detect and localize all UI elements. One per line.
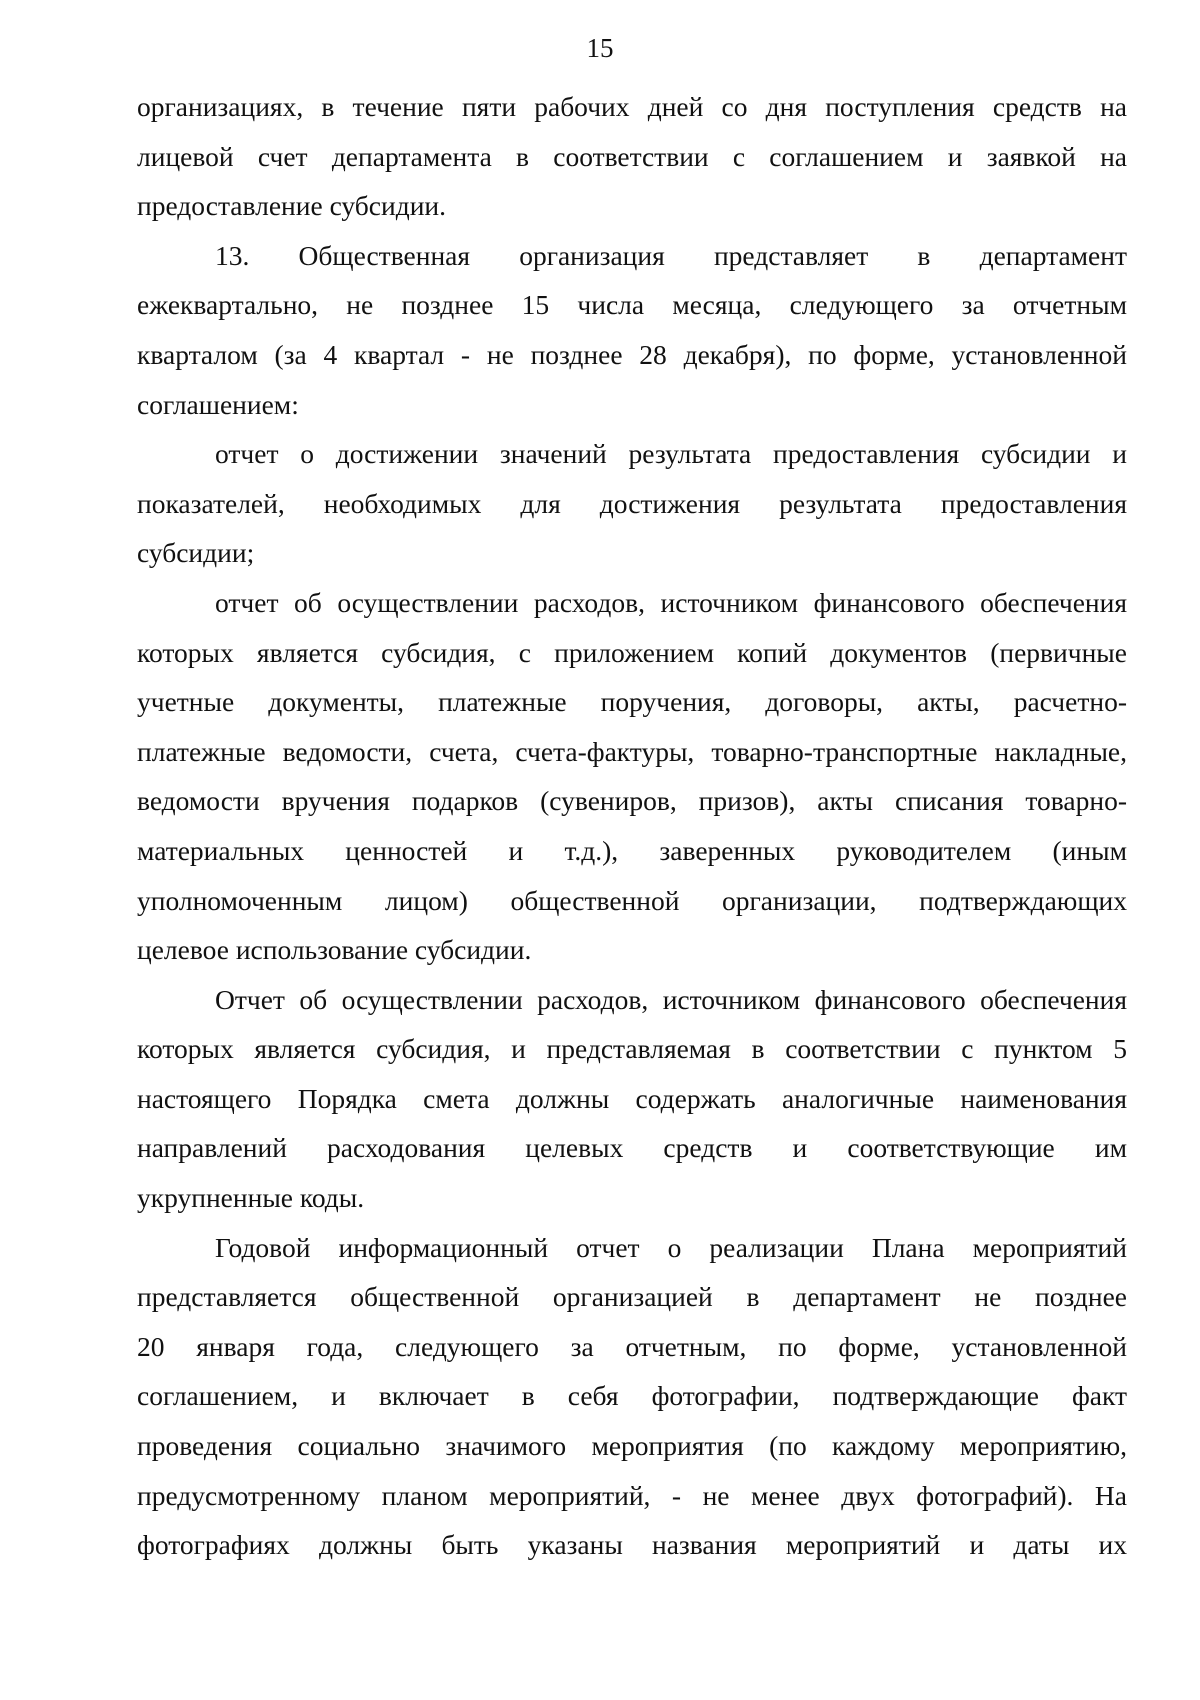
text-line: кварталом (за 4 квартал - не позднее 28 декабря), по форме, установленной [137, 338, 1127, 370]
paragraph-2 [137, 231, 1127, 429]
text-line: которых является субсидия, и представляемая в соответствии с пунктом 5 [137, 1033, 1127, 1065]
document-body [137, 82, 1127, 1570]
text-line: 13. Общественная организация представляет в департамент [215, 239, 1127, 271]
paragraph-1 [137, 82, 1127, 231]
text-line: отчет о достижении значений результата предоставления субсидии и [215, 438, 1127, 470]
text-line: ведомости вручения подарков (сувениров, призов), акты списания товарно- [137, 785, 1127, 817]
text-line: направлений расходования целевых средств и соответствующие им [137, 1132, 1127, 1164]
text-line: отчет об осуществлении расходов, источником финансового обеспечения [215, 586, 1127, 618]
page-number: 15 [586, 33, 614, 63]
paragraph-3 [137, 429, 1127, 578]
text-line: соглашением, и включает в себя фотографии, подтверждающие факт [137, 1380, 1127, 1412]
text-line: настоящего Порядка смета должны содержать аналогичные наименования [137, 1082, 1127, 1114]
paragraph-4 [137, 578, 1127, 975]
paragraph-5 [137, 975, 1127, 1223]
text-line: предоставление субсидии. [137, 190, 447, 222]
text-line: организациях, в течение пяти рабочих дней со дня поступления средств на [137, 91, 1127, 122]
text-line: материальных ценностей и т.д.), заверенных руководителем (иным [137, 834, 1127, 866]
text-line: лицевой счет департамента в соответствии с соглашением и заявкой на [137, 140, 1127, 172]
text-line: которых является субсидия, с приложением копий документов (первичные [137, 636, 1127, 668]
text-line: уполномоченным лицом) общественной организации, подтверждающих [137, 884, 1127, 916]
text-line: Годовой информационный отчет о реализации Плана мероприятий [215, 1231, 1127, 1263]
paragraph-6 [137, 1223, 1127, 1570]
text-line: показателей, необходимых для достижения результата предоставления [137, 487, 1127, 519]
text-line: соглашением: [137, 388, 299, 420]
text-line: платежные ведомости, счета, счета-фактуры, товарно-транспортные накладные, [137, 735, 1127, 767]
text-line: учетные документы, платежные поручения, договоры, акты, расчетно- [137, 686, 1127, 718]
text-line: 20 января года, следующего за отчетным, по форме, установленной [137, 1330, 1127, 1362]
text-line: целевое использование субсидии. [137, 934, 532, 966]
text-line: фотографиях должны быть указаны названия мероприятий и даты их [137, 1529, 1127, 1561]
text-line: предусмотренному планом мероприятий, - не менее двух фотографий). На [137, 1479, 1127, 1511]
text-line: представляется общественной организацией в департамент не позднее [137, 1281, 1127, 1313]
text-line: проведения социально значимого мероприятия (по каждому мероприятию, [137, 1430, 1127, 1462]
text-line: ежеквартально, не позднее 15 числа месяца, следующего за отчетным [137, 289, 1127, 321]
text-line: Отчет об осуществлении расходов, источником финансового обеспечения [215, 983, 1127, 1015]
text-line: субсидии; [137, 537, 255, 569]
text-line: укрупненные коды. [137, 1182, 365, 1214]
